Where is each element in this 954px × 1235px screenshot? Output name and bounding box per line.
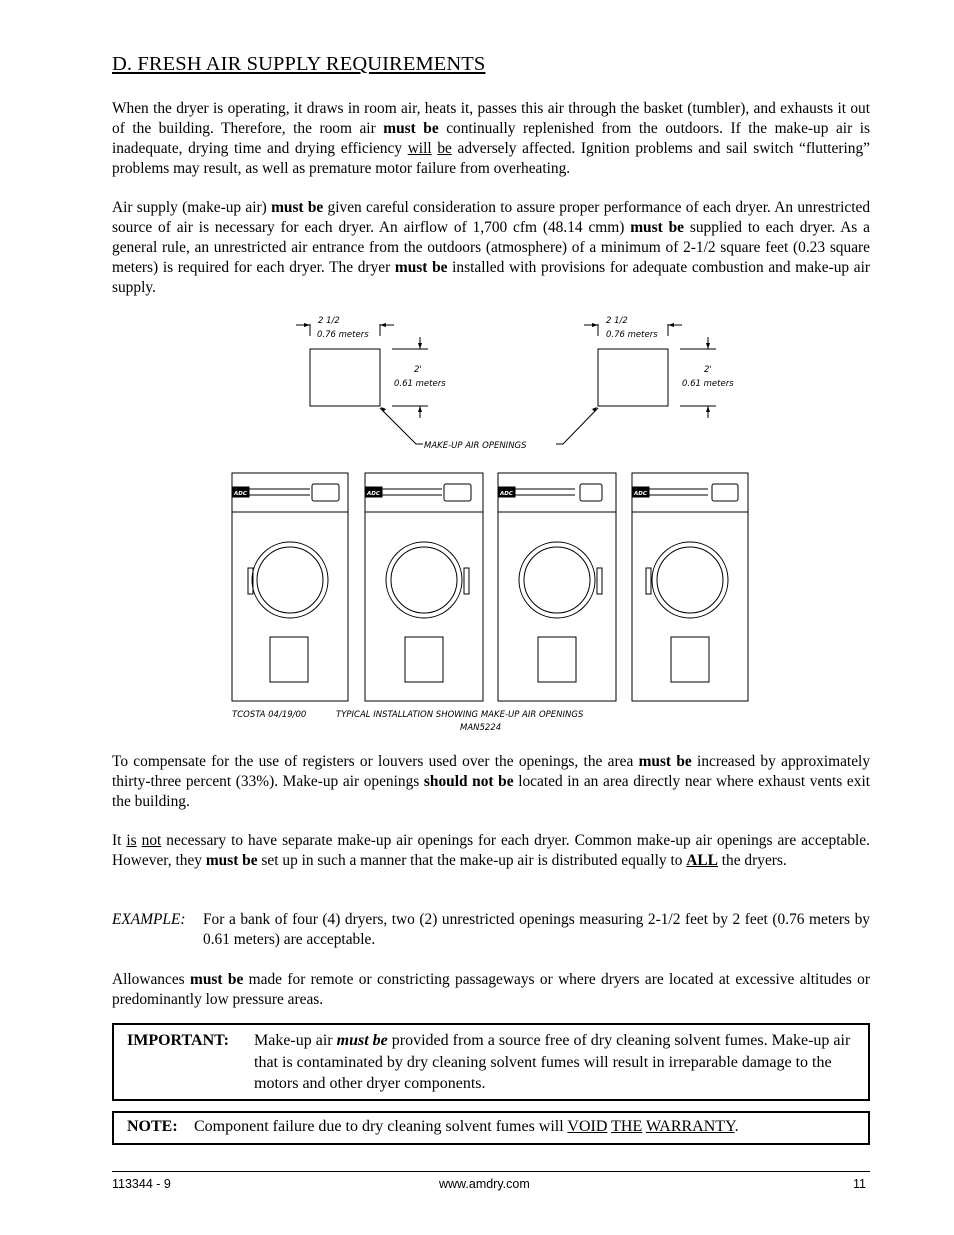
dryer-logo-3: ADC — [500, 491, 513, 497]
drawer-credit: TCOSTA 04/19/00 — [232, 710, 307, 720]
dryer-1 — [232, 473, 348, 701]
drawing-number: MAN5224 — [460, 723, 502, 733]
dim-width-metric-left: 0.76 meters — [317, 330, 369, 340]
paragraph-air-supply: Air supply (make-up air) must be given careful consideration to assure proper performance of each dryer. An unrestricted source of air is necessary for each dryer. An airflow of 1,700 cfm (48.14 cmm) must be supplied to each dryer. As a general rule, an unrestricted air entrance from the outdoors (atmosphere) of a minimum of 2-1/2 square feet (0.23 square meters) is required for each dryer. The dryer must be installed with provisions for adequate combustion and make-up air supply. — [112, 199, 871, 296]
dim-height-right: 2' — [704, 365, 712, 375]
dim-width-left: 2 1/2 — [318, 316, 340, 326]
example-label: EXAMPLE: — [112, 911, 186, 928]
dryer-4 — [632, 473, 748, 701]
example-text: For a bank of four (4) dryers, two (2) unrestricted openings measuring 2-1/2 feet by 2 feet (0.76 meters by 0.61 meters) are acceptable. — [203, 911, 870, 948]
dim-height-metric-right: 0.61 meters — [682, 379, 734, 389]
example-block — [112, 910, 870, 950]
paragraph-louvers: To compensate for the use of registers or louvers used over the openings, the area must be increased by approximately thirty-three percent (33%). Make-up air openings should not be located in an area directly near where exhaust vents exit the building. — [112, 753, 871, 810]
paragraph-room-air: When the dryer is operating, it draws in room air, heats it, passes this air through the basket (tumbler), and exhausts it out of the building. Therefore, the room air must be continually replenished from the outdoors. If the make-up air is inadequate, drying time and drying efficiency will be adversely affected. Ignition problems and sail switch “fluttering” problems may result, as well as premature motor failure from overheating. — [112, 100, 870, 177]
openings-label: MAKE-UP AIR OPENINGS — [424, 441, 527, 451]
section-heading: D. FRESH AIR SUPPLY REQUIREMENTS — [112, 53, 486, 75]
air-opening-left — [310, 349, 380, 406]
footer-rule — [112, 1171, 870, 1172]
important-box — [112, 1023, 870, 1101]
dim-width-right: 2 1/2 — [606, 316, 628, 326]
note-label: NOTE: — [127, 1118, 178, 1135]
footer-doc-number: 113344 - 9 — [112, 1177, 171, 1191]
dryer-logo-2: ADC — [367, 491, 380, 497]
note-box — [112, 1111, 870, 1145]
dryer-2 — [365, 473, 483, 701]
important-label: IMPORTANT: — [127, 1032, 229, 1049]
note-text: Component failure due to dry cleaning solvent fumes will VOID THE WARRANTY. — [194, 1118, 739, 1135]
air-opening-right — [598, 349, 668, 406]
paragraph-common-openings: It is not necessary to have separate make-up air openings for each dryer. Common make-up air openings are acceptable. However, they must be set up in such a manner that the make-up air is distributed equally to ALL the dryers. — [112, 832, 870, 869]
dryer-logo-1: ADC — [234, 491, 247, 497]
dim-height-left: 2' — [414, 365, 422, 375]
figure-caption: TYPICAL INSTALLATION SHOWING MAKE-UP AIR OPENINGS — [336, 710, 584, 720]
dryer-logo-4: ADC — [634, 491, 647, 497]
dim-width-metric-right: 0.76 meters — [606, 330, 658, 340]
dryer-3 — [498, 473, 616, 701]
paragraph-allowances: Allowances must be made for remote or constricting passageways or where dryers are located at excessive altitudes or predominantly low pressure areas. — [112, 971, 870, 1008]
footer-website: www.amdry.com — [439, 1177, 530, 1191]
important-text: Make-up air must be provided from a source free of dry cleaning solvent fumes. Make-up air that is contaminated by dry cleaning solvent fumes will result in irreparable damage to the motors and other dryer components. — [254, 1032, 851, 1092]
installation-figure — [220, 312, 760, 737]
footer-page-number: 11 — [853, 1177, 866, 1191]
dim-height-metric-left: 0.61 meters — [394, 379, 446, 389]
